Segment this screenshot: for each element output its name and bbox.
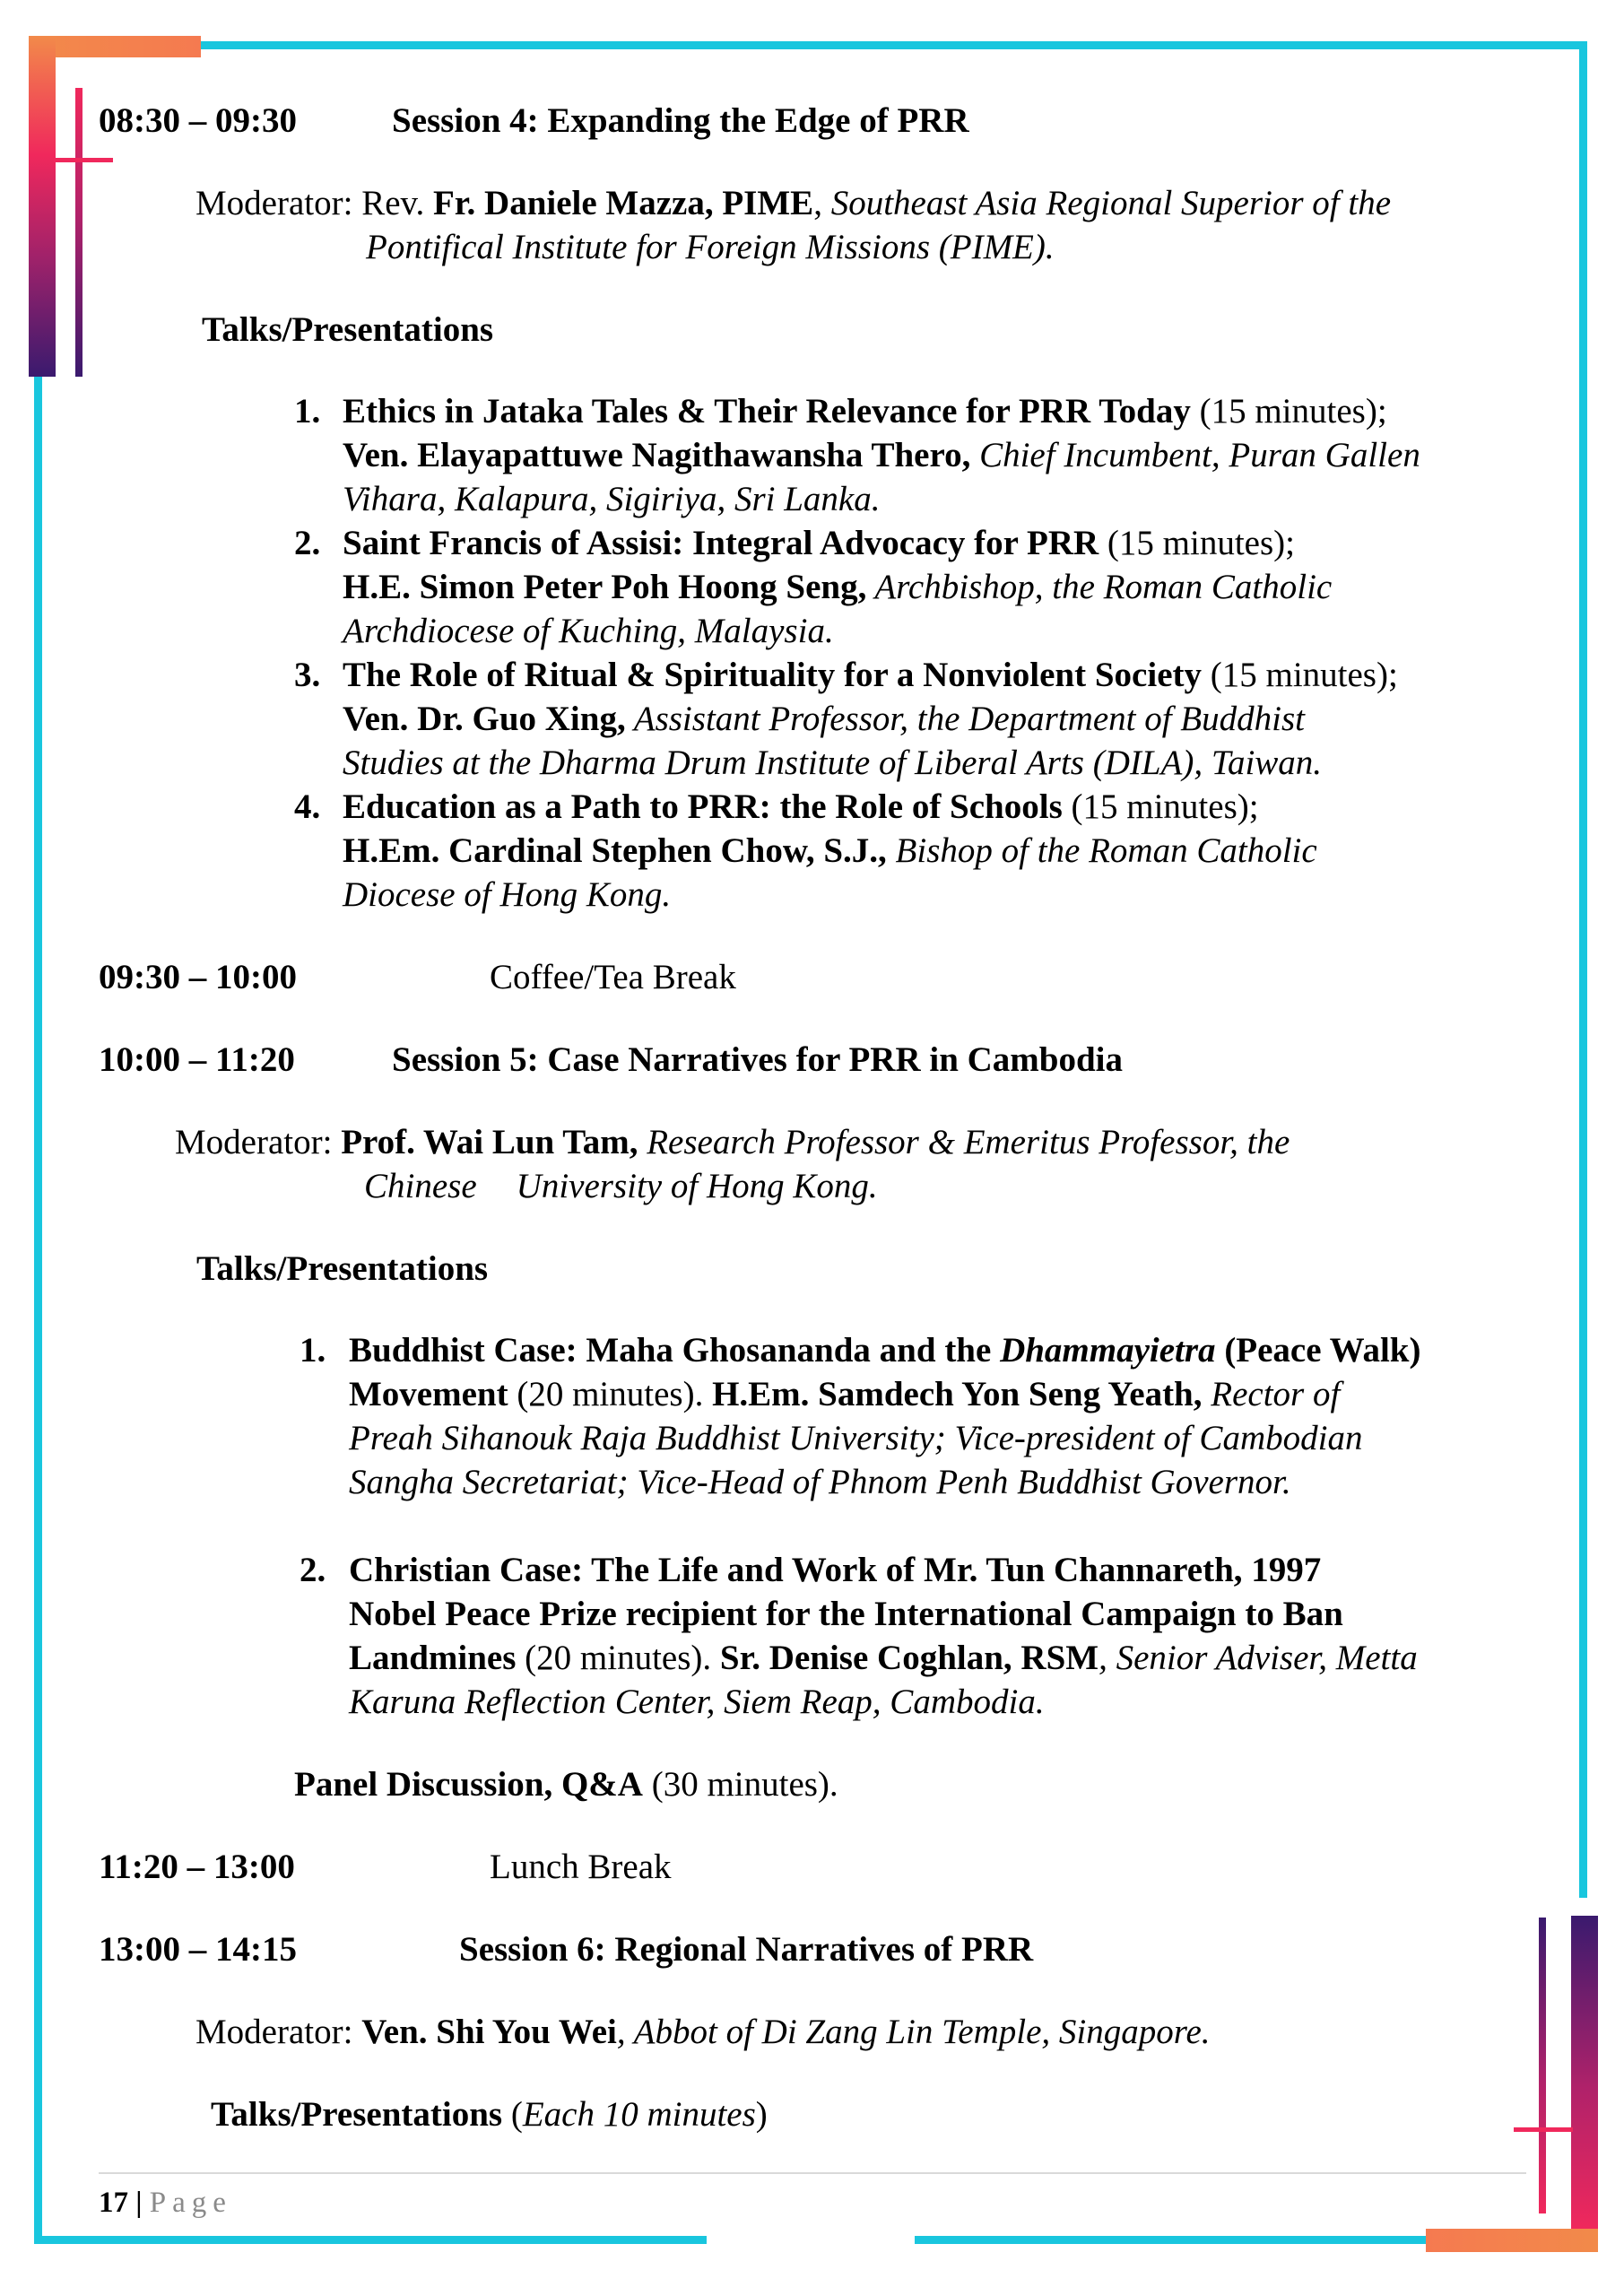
frame-bottom-left-line — [34, 2236, 707, 2244]
corner-cross-top-left — [54, 158, 113, 162]
page-footer — [99, 2185, 232, 2221]
talk-speaker: H.Em. Cardinal Stephen Chow, S.J., — [343, 831, 887, 870]
talk-speaker-line — [343, 697, 1305, 741]
break-title: Coffee/Tea Break — [490, 958, 736, 996]
talk-role-cont: Karuna Reflection Center, Siem Reap, Cambodia. — [349, 1683, 1045, 1721]
moderator-line — [195, 2010, 1211, 2054]
moderator-name: Fr. Daniele Mazza, PIME — [432, 184, 814, 222]
talk-role-cont: Vihara, Kalapura, Sigiriya, Sri Lanka. — [343, 480, 881, 518]
session-time: 08:30 – 09:30 — [99, 101, 297, 140]
talk-speaker-line — [343, 565, 1332, 609]
talk-title: Saint Francis of Assisi: Integral Advocacy for PRR — [343, 524, 1099, 562]
talk-speaker: H.E. Simon Peter Poh Hoong Seng, — [343, 568, 867, 606]
talk-speaker: H.Em. Samdech Yon Seng Yeath, — [712, 1375, 1203, 1413]
talk-role: Bishop of the Roman Catholic — [886, 831, 1317, 870]
talks-heading — [211, 2092, 768, 2136]
talk-role: , Senior Adviser, Metta — [1099, 1639, 1418, 1677]
frame-top-line — [199, 41, 1587, 49]
talk-title-end: Landmines — [349, 1639, 517, 1677]
talk-number: 1. — [294, 392, 321, 430]
panel-discussion — [294, 1762, 838, 1806]
page-separator: | — [128, 2187, 150, 2219]
break-title: Lunch Break — [490, 1848, 672, 1886]
talks-heading-label: Talks/Presentations — [211, 2095, 503, 2134]
footer-divider — [99, 2172, 1526, 2174]
talk-title: Buddhist Case: Maha Ghosananda and the — [349, 1331, 1001, 1370]
page-word: Page — [149, 2187, 232, 2219]
panel-title: Panel Discussion, Q&A — [294, 1765, 643, 1804]
moderator-line — [195, 181, 1391, 225]
session-title: Session 6: Regional Narratives of PRR — [459, 1930, 1034, 1969]
talk-number: 2. — [294, 524, 321, 562]
frame-left-line — [34, 377, 42, 2244]
moderator-name: Ven. Shi You Wei — [361, 2013, 617, 2051]
moderator-role: Research Professor & Emeritus Professor, the — [638, 1123, 1290, 1161]
talk-title: Education as a Path to PRR: the Role of Schools — [343, 787, 1063, 826]
talk-title-end: (Peace Walk) — [1215, 1331, 1421, 1370]
talk-duration: (15 minutes); — [1062, 787, 1259, 826]
moderator-label: Moderator: — [175, 1123, 342, 1161]
talk-role-cont: Sangha Secretariat; Vice-Head of Phnom Penh Buddhist Governor. — [349, 1463, 1291, 1501]
talk-title: Ethics in Jataka Tales & Their Relevance for PRR Today — [343, 392, 1191, 430]
moderator-role-word: Chinese — [364, 1167, 477, 1205]
moderator-name: Prof. Wai Lun Tam, — [341, 1123, 638, 1161]
talk-number: 3. — [294, 656, 321, 694]
talks-note: Each 10 minutes — [522, 2095, 756, 2134]
corner-thin-bottom-right — [1539, 1918, 1546, 2213]
talk-title-cont: Movement — [349, 1375, 508, 1413]
talk-speaker-line — [343, 433, 1420, 477]
moderator-role-rest: University of Hong Kong. — [516, 1167, 878, 1205]
talk-speaker: Sr. Denise Coghlan, RSM — [719, 1639, 1099, 1677]
page-number: 17 — [99, 2187, 128, 2219]
moderator-role: Southeast Asia Regional Superior of the — [830, 184, 1392, 222]
talk-title: The Role of Ritual & Spirituality for a Nonviolent Society — [343, 656, 1202, 694]
moderator-label: Moderator: — [195, 2013, 362, 2051]
talks-note-open: ( — [502, 2095, 523, 2134]
talk-line — [349, 1636, 1418, 1680]
moderator-sep: , — [813, 184, 831, 222]
corner-orange-bottom — [1426, 2229, 1598, 2252]
moderator-role-cont — [364, 1164, 878, 1208]
session-time: 11:20 – 13:00 — [99, 1848, 295, 1886]
corner-cross-bottom-right — [1514, 2127, 1573, 2132]
frame-bottom-right-line — [915, 2236, 1453, 2244]
talk-title: Christian Case: The Life and Work of Mr. Tun Channareth, 1997 — [349, 1551, 1322, 1589]
session-time: 10:00 – 11:20 — [99, 1040, 295, 1079]
corner-thin-top-left — [75, 88, 83, 377]
talk-role: Chief Incumbent, Puran Gallen — [970, 436, 1420, 474]
moderator-line — [175, 1120, 1290, 1164]
talk-role-cont: Studies at the Dharma Drum Institute of Liberal Arts (DILA), Taiwan. — [343, 744, 1323, 782]
panel-duration: (30 minutes). — [642, 1765, 838, 1804]
talk-item — [343, 521, 1295, 565]
talk-number: 4. — [294, 787, 321, 826]
talk-speaker: Ven. Elayapattuwe Nagithawansha Thero, — [343, 436, 971, 474]
moderator-label: Moderator: Rev. — [195, 184, 433, 222]
talk-role-cont: Preah Sihanouk Raja Buddhist University; Vice-president of Cambodian — [349, 1419, 1363, 1457]
session-time: 09:30 – 10:00 — [99, 958, 297, 996]
talks-heading: Talks/Presentations — [196, 1249, 489, 1288]
talk-duration: (15 minutes); — [1099, 524, 1295, 562]
talk-role-cont: Archdiocese of Kuching, Malaysia. — [343, 612, 834, 650]
corner-bar-bottom-right — [1571, 1916, 1598, 2230]
session-title: Session 4: Expanding the Edge of PRR — [392, 101, 969, 140]
session-time: 13:00 – 14:15 — [99, 1930, 297, 1969]
talk-title-cont: Nobel Peace Prize recipient for the International Campaign to Ban — [349, 1595, 1343, 1633]
talk-item — [343, 653, 1398, 697]
frame-right-line — [1579, 41, 1587, 1898]
talk-duration: (20 minutes). — [508, 1375, 713, 1413]
talk-duration: (20 minutes). — [516, 1639, 720, 1677]
talk-role: Rector of — [1202, 1375, 1341, 1413]
corner-bar-top-left — [29, 36, 56, 377]
session-title: Session 5: Case Narratives for PRR in Cambodia — [392, 1040, 1124, 1079]
talk-duration: (15 minutes); — [1190, 392, 1387, 430]
talk-speaker-line — [343, 829, 1317, 873]
talk-number: 2. — [300, 1551, 326, 1589]
moderator-role: , Abbot of Di Zang Lin Temple, Singapore. — [616, 2013, 1211, 2051]
moderator-role-cont: Pontifical Institute for Foreign Missions (PIME). — [366, 228, 1055, 266]
talk-line — [349, 1372, 1340, 1416]
talk-item — [343, 785, 1259, 829]
talk-item — [343, 389, 1387, 433]
talk-duration: (15 minutes); — [1202, 656, 1398, 694]
talk-title-italic: Dhammayietra — [1000, 1331, 1216, 1370]
talks-note-close: ) — [755, 2095, 768, 2134]
talk-role: Assistant Professor, the Department of Buddhist — [625, 700, 1305, 738]
talk-role-cont: Diocese of Hong Kong. — [343, 875, 672, 914]
talk-number: 1. — [300, 1331, 326, 1370]
talk-item — [349, 1328, 1420, 1372]
talks-heading: Talks/Presentations — [202, 310, 494, 349]
talk-role: Archbishop, the Roman Catholic — [866, 568, 1333, 606]
talk-speaker: Ven. Dr. Guo Xing, — [343, 700, 626, 738]
